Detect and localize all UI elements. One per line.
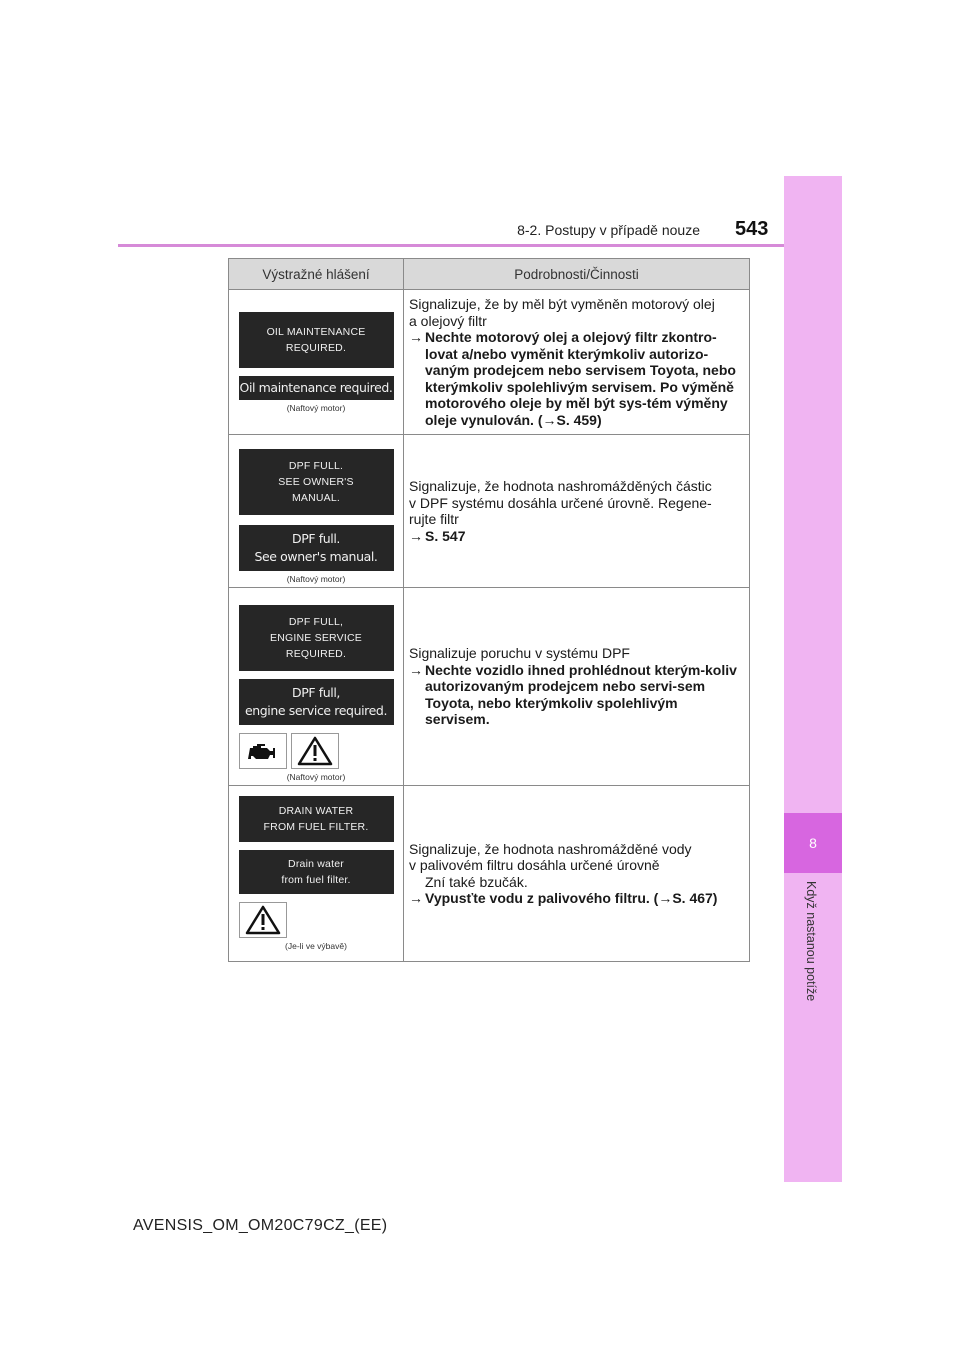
warning-screen-uppercase [239, 449, 394, 515]
engine-note: (Naftový motor) [286, 772, 346, 782]
screen-line: from fuel filter. [281, 874, 351, 886]
screen-line: See owner's manual. [254, 548, 378, 564]
warning-display-cell [229, 435, 404, 588]
col-header-details: Podrobnosti/Činnosti [404, 259, 750, 290]
screen-line: SEE OWNER'S [278, 475, 354, 488]
description-line: a olejový filtr [409, 312, 487, 329]
description-line: Signalizuje, že by měl být vyměněn motorový olej [409, 296, 715, 312]
screen-line: REQUIRED. [285, 341, 347, 354]
screen-line: DPF full. [292, 530, 340, 546]
warning-screen-mixedcase [239, 679, 394, 725]
chapter-label: Když nastanou potíže [804, 881, 818, 1002]
description-line: v DPF systému dosáhla určené úrovně. Regene- [409, 494, 712, 511]
description-line: Signalizuje poruchu v systému DPF [409, 645, 630, 662]
header-divider [118, 244, 784, 247]
screen-line: DPF FULL. [288, 459, 344, 472]
screen-line: ENGINE SERVICE [270, 632, 362, 644]
engine-check-icon [239, 733, 287, 769]
warning-screen-mixedcase [239, 850, 394, 894]
buzzer-note: Zní také bzučák. [425, 873, 528, 890]
warning-icons [239, 733, 403, 769]
engine-note: (Naftový motor) [286, 402, 346, 413]
col-header-warning: Výstražné hlášení [229, 259, 404, 290]
engine-note: (Naftový motor) [286, 573, 346, 584]
description-line: v palivovém filtru dosáhla určené úrovně [409, 857, 660, 873]
warning-icons [239, 902, 403, 938]
screen-line: FROM FUEL FILTER. [263, 821, 369, 833]
screen-line: Oil maintenance required. [239, 379, 393, 395]
table-row [229, 290, 750, 435]
document-code: AVENSIS_OM_OM20C79CZ_(EE) [133, 1217, 388, 1234]
arrow-icon: → [409, 329, 423, 345]
page-number: 543 [735, 218, 769, 240]
side-tab-upper [784, 176, 842, 813]
description-line: Signalizuje, že hodnota nashromážděné vody [409, 840, 692, 857]
action-text: Nechte motorový olej a olejový filtr zkontro-lovat a/nebo vyměnit kterýmkoliv autorizo-vaným prodejcem nebo servisem Toyota, nebo kterýmkoliv spolehlivým servisem. Po výměně motorového oleje by měl být sys-tém výměny oleje vynulován. (→S. 459) [425, 329, 736, 428]
equipment-note: (Je-li ve výbavě) [285, 941, 347, 951]
arrow-icon: → [409, 527, 423, 544]
details-cell [404, 786, 750, 962]
warning-triangle-icon [239, 902, 287, 938]
details-cell [404, 435, 750, 588]
chapter-label-container [784, 873, 842, 1073]
action-text: Nechte vozidlo ihned prohlédnout kterým-koliv autorizovaným prodejcem nebo servi-sem Toyota, nebo kterýmkoliv spolehlivým servisem. [425, 661, 737, 728]
table-row [229, 435, 750, 588]
arrow-icon: → [409, 890, 423, 906]
warning-display-cell [229, 786, 404, 962]
table-header-row [229, 259, 750, 290]
warning-screen-mixedcase [239, 525, 394, 571]
page-reference: S. 547 [425, 527, 466, 544]
details-cell [404, 588, 750, 786]
chapter-number: 8 [809, 835, 817, 851]
warning-screen-uppercase [239, 312, 394, 368]
warning-messages-table [228, 258, 750, 962]
screen-line: Drain water [288, 858, 344, 870]
section-title: 8-2. Postupy v případě nouze [517, 222, 700, 238]
screen-line: REQUIRED. [285, 648, 347, 660]
description-line: rujte filtr [409, 511, 459, 527]
screen-line: DPF FULL, [288, 616, 344, 628]
table-row [229, 786, 750, 962]
screen-line: OIL MAINTENANCE [266, 325, 366, 338]
action-text: Vypusťte vodu z palivového filtru. (→S. 467) [425, 890, 718, 906]
arrow-icon: → [409, 661, 423, 678]
warning-screen-uppercase [239, 796, 394, 842]
details-cell [404, 290, 750, 435]
warning-screen-uppercase [239, 605, 394, 671]
chapter-number-tab [784, 813, 842, 873]
screen-line: engine service required. [244, 703, 388, 718]
warning-triangle-icon [291, 733, 339, 769]
table-row [229, 588, 750, 786]
screen-line: MANUAL. [291, 491, 341, 504]
screen-line: DRAIN WATER [278, 805, 354, 817]
warning-display-cell [229, 588, 404, 786]
screen-line: DPF full, [292, 685, 340, 700]
warning-display-cell [229, 290, 404, 435]
description-line: Signalizuje, že hodnota nashromážděných částic [409, 478, 712, 494]
warning-screen-mixedcase [239, 376, 394, 400]
